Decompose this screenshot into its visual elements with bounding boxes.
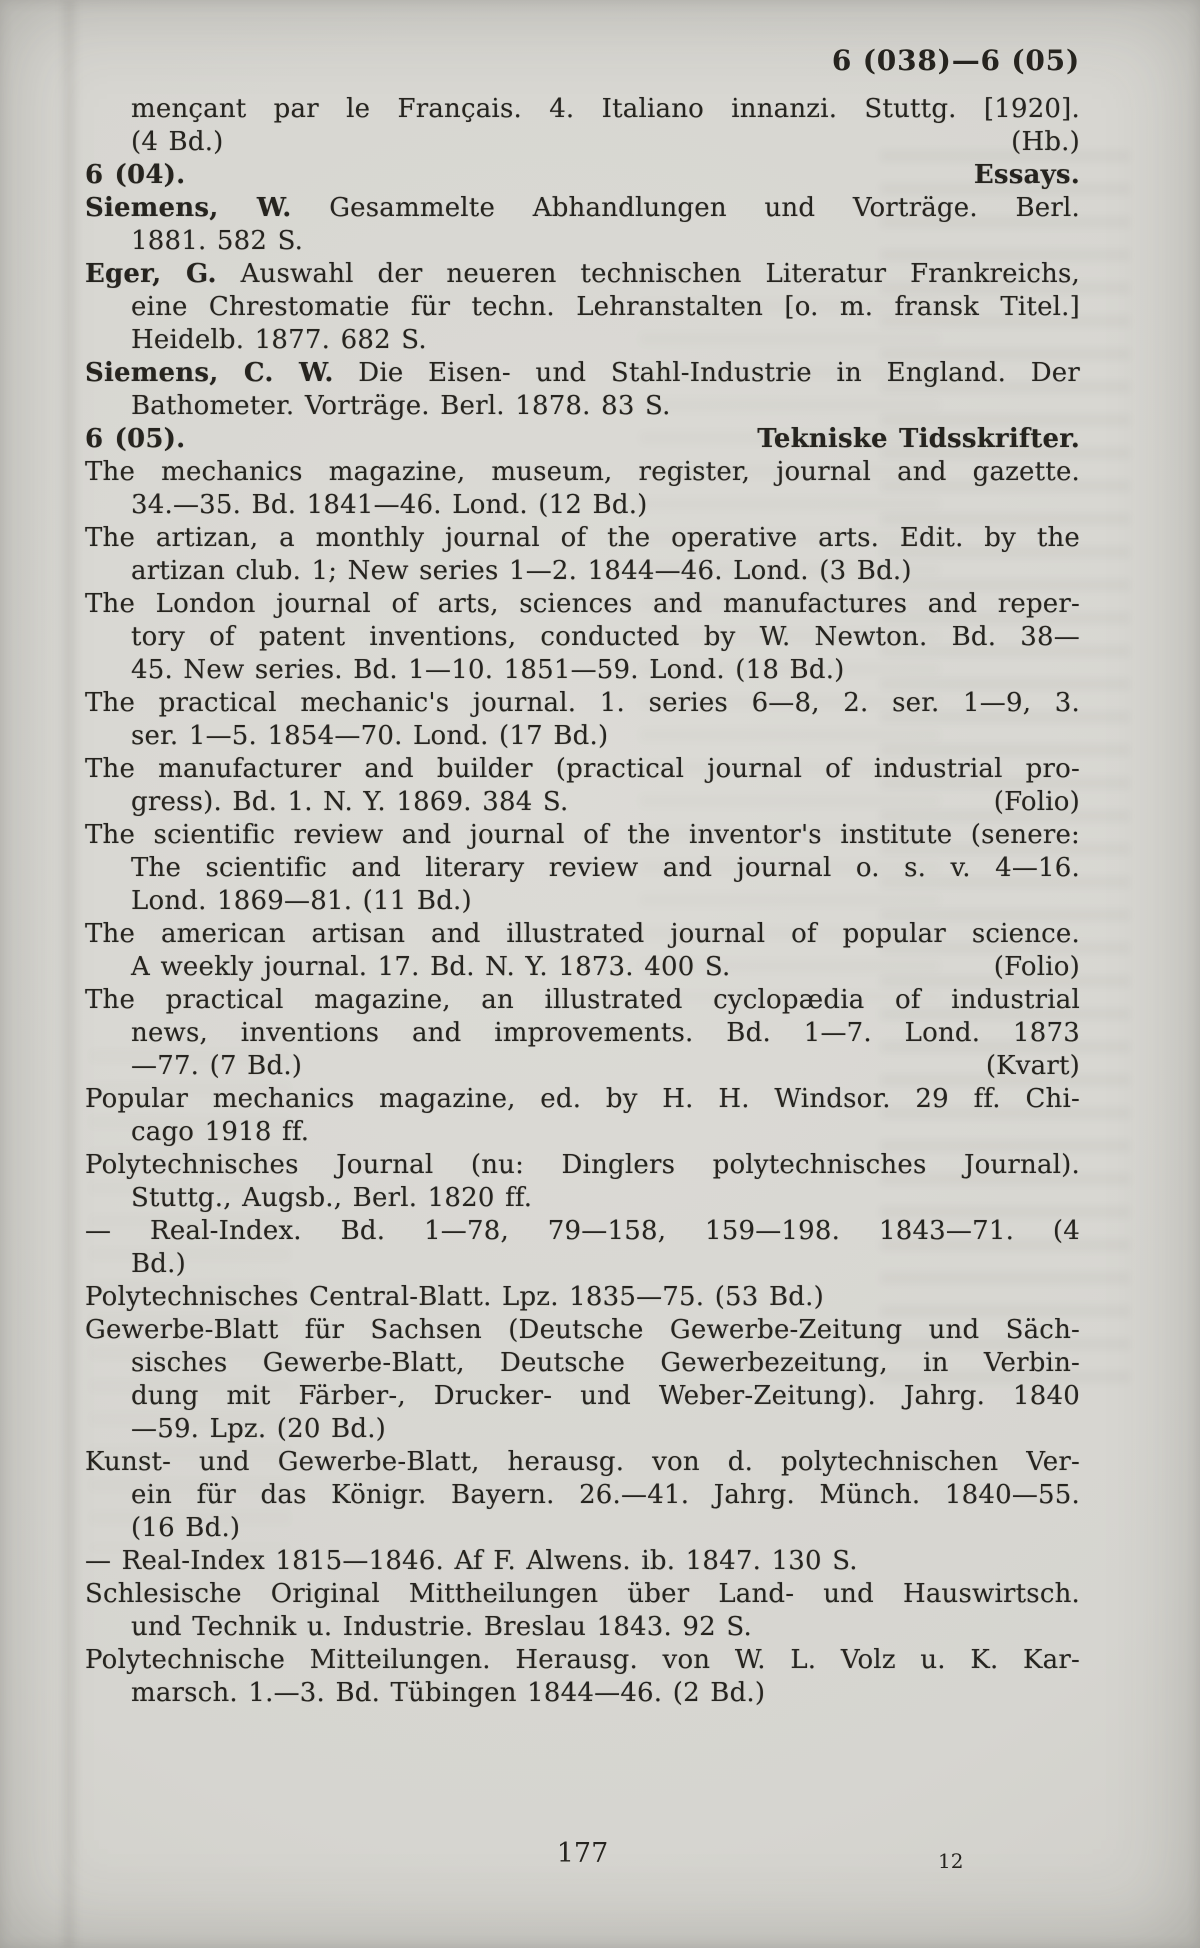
entry bbox=[85, 258, 1080, 357]
entry-body-text: — Real-Index 1815—1846. Af F. Alwens. ib. 1847. 130 S. bbox=[85, 1546, 858, 1576]
entry bbox=[85, 819, 1080, 918]
entry-line bbox=[85, 1083, 1080, 1116]
entry bbox=[85, 588, 1080, 687]
entry bbox=[85, 1545, 1080, 1578]
entry-body-text: und Technik u. Industrie. Breslau 1843. 92 S. bbox=[131, 1612, 752, 1642]
entry-line bbox=[85, 159, 1080, 192]
entry-body-text: 45. New series. Bd. 1—10. 1851—59. Lond. (18 Bd.) bbox=[131, 655, 845, 685]
entry-line bbox=[85, 1215, 1080, 1248]
entry-line bbox=[85, 93, 1080, 126]
entry-text bbox=[131, 556, 912, 586]
entry-body-text: news, inventions and improvements. Bd. 1—7. Lond. 1873 bbox=[131, 1018, 1080, 1048]
entry-body-text: The american artisan and illustrated journal of popular science. bbox=[85, 919, 1080, 949]
entry bbox=[85, 687, 1080, 753]
entry-text bbox=[85, 688, 1080, 718]
entry-heading-text: Siemens, W. bbox=[85, 193, 292, 223]
entry-right-note: (Kvart) bbox=[985, 1051, 1080, 1081]
entry-body-text: Polytechnisches Journal (nu: Dinglers polytechnisches Journal). bbox=[85, 1150, 1080, 1180]
entry-text bbox=[131, 1513, 240, 1543]
entry-text bbox=[131, 1050, 302, 1083]
entry-text bbox=[131, 1480, 1080, 1510]
entry bbox=[85, 1578, 1080, 1644]
entry-text bbox=[85, 985, 1080, 1015]
entry-text bbox=[131, 292, 1080, 322]
entry bbox=[85, 159, 1080, 192]
bibliography-entries bbox=[85, 93, 1080, 1710]
entry-line bbox=[85, 1512, 1080, 1545]
entry-body-text: artizan club. 1; New series 1—2. 1844—46. Lond. (3 Bd.) bbox=[131, 556, 912, 586]
entry-line bbox=[85, 225, 1080, 258]
entry-text bbox=[131, 1018, 1080, 1048]
entry-body-text: —59. Lpz. (20 Bd.) bbox=[131, 1414, 387, 1444]
entry-body-text: — Real-Index. Bd. 1—78, 79—158, 159—198. 1843—71. (4 bbox=[85, 1216, 1080, 1246]
entry-line bbox=[85, 522, 1080, 555]
entry-text bbox=[85, 159, 185, 192]
entry-body-text: Stuttg., Augsb., Berl. 1820 ff. bbox=[131, 1183, 533, 1213]
entry-text bbox=[85, 1282, 824, 1312]
entry-body-text: A weekly journal. 17. Bd. N. Y. 1873. 400 S. bbox=[131, 952, 731, 982]
entry bbox=[85, 423, 1080, 456]
entry-text bbox=[131, 1249, 186, 1279]
entry-text bbox=[131, 325, 427, 355]
entry-body-text: Polytechnisches Central-Blatt. Lpz. 1835—75. (53 Bd.) bbox=[85, 1282, 824, 1312]
entry-text bbox=[85, 1315, 1080, 1345]
entry-text bbox=[131, 951, 730, 984]
entry-text bbox=[85, 1579, 1080, 1609]
entry-body-text: eine Chrestomatie für techn. Lehranstalten [o. m. fransk Titel.] bbox=[131, 292, 1080, 322]
entry-text bbox=[85, 754, 1080, 784]
entry-text bbox=[85, 1216, 1080, 1246]
entry-line bbox=[85, 1479, 1080, 1512]
gutter-shadow bbox=[58, 0, 80, 1948]
entry-text bbox=[85, 259, 1080, 289]
entry-line bbox=[85, 258, 1080, 291]
entry bbox=[85, 456, 1080, 522]
entry-line bbox=[85, 1314, 1080, 1347]
entry-line bbox=[85, 555, 1080, 588]
entry-body-text: 34.—35. Bd. 1841—46. Lond. (12 Bd.) bbox=[131, 490, 648, 520]
entry-line bbox=[85, 1446, 1080, 1479]
entry-line bbox=[85, 588, 1080, 621]
entry-text bbox=[131, 1348, 1080, 1378]
entry-line bbox=[85, 1149, 1080, 1182]
entry-text bbox=[85, 1447, 1080, 1477]
entry-body-text: 1881. 582 S. bbox=[131, 226, 304, 256]
entry-line bbox=[85, 489, 1080, 522]
running-head bbox=[85, 44, 1080, 77]
entry bbox=[85, 1314, 1080, 1446]
entry-line bbox=[85, 819, 1080, 852]
entry-heading-text: 6 (04). bbox=[85, 160, 186, 190]
entry-line bbox=[85, 1050, 1080, 1083]
entry-text bbox=[131, 886, 472, 916]
entry-body-text: The practical mechanic's journal. 1. series 6—8, 2. ser. 1—9, 3. bbox=[85, 688, 1080, 718]
entry-line bbox=[85, 654, 1080, 687]
entry-body-text: Heidelb. 1877. 682 S. bbox=[131, 325, 427, 355]
entry-line bbox=[85, 126, 1080, 159]
entry-body-text: cago 1918 ff. bbox=[131, 1117, 310, 1147]
entry bbox=[85, 357, 1080, 423]
entry-line bbox=[85, 192, 1080, 225]
entry-text bbox=[131, 1183, 532, 1213]
page-number: 177 bbox=[556, 1838, 609, 1869]
entry bbox=[85, 1446, 1080, 1545]
entry-text bbox=[131, 786, 568, 819]
entry-text bbox=[131, 721, 608, 751]
entry-line bbox=[85, 390, 1080, 423]
entry bbox=[85, 753, 1080, 819]
entry-text bbox=[85, 1084, 1080, 1114]
entry-body-text: marsch. 1.—3. Bd. Tübingen 1844—46. (2 Bd.) bbox=[131, 1678, 766, 1708]
entry-text bbox=[131, 1414, 386, 1444]
entry-body-text: tory of patent inventions, conducted by W. Newton. Bd. 38— bbox=[131, 622, 1080, 652]
entry-text bbox=[85, 423, 185, 456]
entry-right-note: (Folio) bbox=[993, 787, 1080, 817]
entry-text bbox=[131, 655, 845, 685]
entry-line bbox=[85, 324, 1080, 357]
entry-line bbox=[85, 918, 1080, 951]
entry-body-text: The scientific review and journal of the inventor's institute (senere: bbox=[85, 820, 1080, 850]
entry-body-text: Kunst- und Gewerbe-Blatt, herausg. von d. polytechnischen Ver- bbox=[85, 1447, 1080, 1477]
entry-text bbox=[85, 1546, 858, 1576]
entry-body-text: —77. (7 Bd.) bbox=[131, 1051, 303, 1081]
entry-body-text: The manufacturer and builder (practical journal of industrial pro- bbox=[85, 754, 1080, 784]
entry-body-text: The practical magazine, an illustrated cyclopædia of industrial bbox=[85, 985, 1080, 1015]
entry-text bbox=[131, 226, 303, 256]
entry-right-note: (Hb.) bbox=[1011, 127, 1080, 157]
entry-line bbox=[85, 885, 1080, 918]
entry-text bbox=[131, 1117, 309, 1147]
entry-line bbox=[85, 786, 1080, 819]
entry bbox=[85, 192, 1080, 258]
entry-right-note: (Folio) bbox=[993, 952, 1080, 982]
entry-line bbox=[85, 1611, 1080, 1644]
entry-body-text: Auswahl der neueren technischen Literatur Frankreichs, bbox=[216, 259, 1080, 289]
entry bbox=[85, 93, 1080, 159]
entry-line bbox=[85, 951, 1080, 984]
entry-body-text: Popular mechanics magazine, ed. by H. H. Windsor. 29 ff. Chi- bbox=[85, 1084, 1080, 1114]
entry-right-note: Tekniske Tidsskrifter. bbox=[757, 424, 1080, 454]
entry-line bbox=[85, 1017, 1080, 1050]
entry-right-note: Essays. bbox=[973, 160, 1080, 190]
entry bbox=[85, 1644, 1080, 1710]
entry-body-text: The London journal of arts, sciences and manufactures and reper- bbox=[85, 589, 1080, 619]
entry-text bbox=[85, 1645, 1080, 1675]
entry-heading-text: Eger, G. bbox=[85, 259, 217, 289]
entry-line bbox=[85, 984, 1080, 1017]
entry-line bbox=[85, 1281, 1080, 1314]
entry-line bbox=[85, 1578, 1080, 1611]
entry-body-text: (4 Bd.) bbox=[131, 127, 224, 157]
entry-line bbox=[85, 1347, 1080, 1380]
entry-text bbox=[85, 358, 1080, 388]
entry-text bbox=[131, 622, 1080, 652]
entry-line bbox=[85, 1182, 1080, 1215]
entry-line bbox=[85, 423, 1080, 456]
entry-body-text: Lond. 1869—81. (11 Bd.) bbox=[131, 886, 472, 916]
entry-body-text: The scientific and literary review and journal o. s. v. 4—16. bbox=[131, 853, 1080, 883]
entry-body-text: Die Eisen- und Stahl-Industrie in England. Der bbox=[333, 358, 1081, 388]
entry-text bbox=[85, 589, 1080, 619]
entry-text bbox=[131, 490, 648, 520]
entry-text bbox=[131, 126, 224, 159]
entry-body-text: Bathometer. Vorträge. Berl. 1878. 83 S. bbox=[131, 391, 671, 421]
entry-text bbox=[85, 523, 1080, 553]
entry-line bbox=[85, 687, 1080, 720]
signature-mark: 12 bbox=[938, 1849, 964, 1873]
entry-line bbox=[85, 621, 1080, 654]
entry-line bbox=[85, 1116, 1080, 1149]
entry-line bbox=[85, 1413, 1080, 1446]
entry bbox=[85, 1281, 1080, 1314]
entry-body-text: dung mit Färber-, Drucker- und Weber-Zeitung). Jahrg. 1840 bbox=[131, 1381, 1080, 1411]
entry-text bbox=[131, 94, 1080, 124]
entry-text bbox=[131, 1678, 765, 1708]
entry-body-text: Bd.) bbox=[131, 1249, 186, 1279]
entry-text bbox=[131, 391, 671, 421]
entry-line bbox=[85, 1644, 1080, 1677]
entry-line bbox=[85, 852, 1080, 885]
entry-line bbox=[85, 1677, 1080, 1710]
entry-text bbox=[85, 919, 1080, 949]
entry-body-text: mençant par le Français. 4. Italiano innanzi. Stuttg. [1920]. bbox=[131, 94, 1080, 124]
entry-body-text: ser. 1—5. 1854—70. Lond. (17 Bd.) bbox=[131, 721, 609, 751]
entry-line bbox=[85, 753, 1080, 786]
entry-text bbox=[131, 853, 1080, 883]
entry bbox=[85, 918, 1080, 984]
entry bbox=[85, 1215, 1080, 1281]
entry-text bbox=[85, 1150, 1080, 1180]
entry-body-text: The artizan, a monthly journal of the operative arts. Edit. by the bbox=[85, 523, 1080, 553]
entry-heading-text: Siemens, C. W. bbox=[85, 358, 334, 388]
entry-body-text: Schlesische Original Mittheilungen über Land- und Hauswirtsch. bbox=[85, 1579, 1080, 1609]
entry-body-text: gress). Bd. 1. N. Y. 1869. 384 S. bbox=[131, 787, 569, 817]
entry-text bbox=[85, 457, 1080, 487]
entry-text bbox=[85, 820, 1080, 850]
entry-line bbox=[85, 1545, 1080, 1578]
entry-line bbox=[85, 1380, 1080, 1413]
entry-line bbox=[85, 291, 1080, 324]
entry bbox=[85, 1149, 1080, 1215]
entry-body-text: Gewerbe-Blatt für Sachsen (Deutsche Gewerbe-Zeitung und Säch- bbox=[85, 1315, 1080, 1345]
section-range: 6 (038)—6 (05) bbox=[831, 44, 1080, 77]
entry-body-text: sisches Gewerbe-Blatt, Deutsche Gewerbezeitung, in Verbin- bbox=[131, 1348, 1080, 1378]
entry bbox=[85, 522, 1080, 588]
entry-body-text: Gesammelte Abhandlungen und Vorträge. Berl. bbox=[291, 193, 1080, 223]
entry bbox=[85, 1083, 1080, 1149]
entry-body-text: ein für das Königr. Bayern. 26.—41. Jahrg. Münch. 1840—55. bbox=[131, 1480, 1080, 1510]
entry-body-text: Polytechnische Mitteilungen. Herausg. von W. L. Volz u. K. Kar- bbox=[85, 1645, 1080, 1675]
entry-line bbox=[85, 720, 1080, 753]
entry-line bbox=[85, 1248, 1080, 1281]
entry-body-text: (16 Bd.) bbox=[131, 1513, 241, 1543]
entry-body-text: The mechanics magazine, museum, register, journal and gazette. bbox=[85, 457, 1080, 487]
entry-text bbox=[85, 193, 1080, 223]
entry-text bbox=[131, 1612, 752, 1642]
entry-text bbox=[131, 1381, 1080, 1411]
entry-line bbox=[85, 357, 1080, 390]
entry-line bbox=[85, 456, 1080, 489]
entry-heading-text: 6 (05). bbox=[85, 424, 186, 454]
entry bbox=[85, 984, 1080, 1083]
